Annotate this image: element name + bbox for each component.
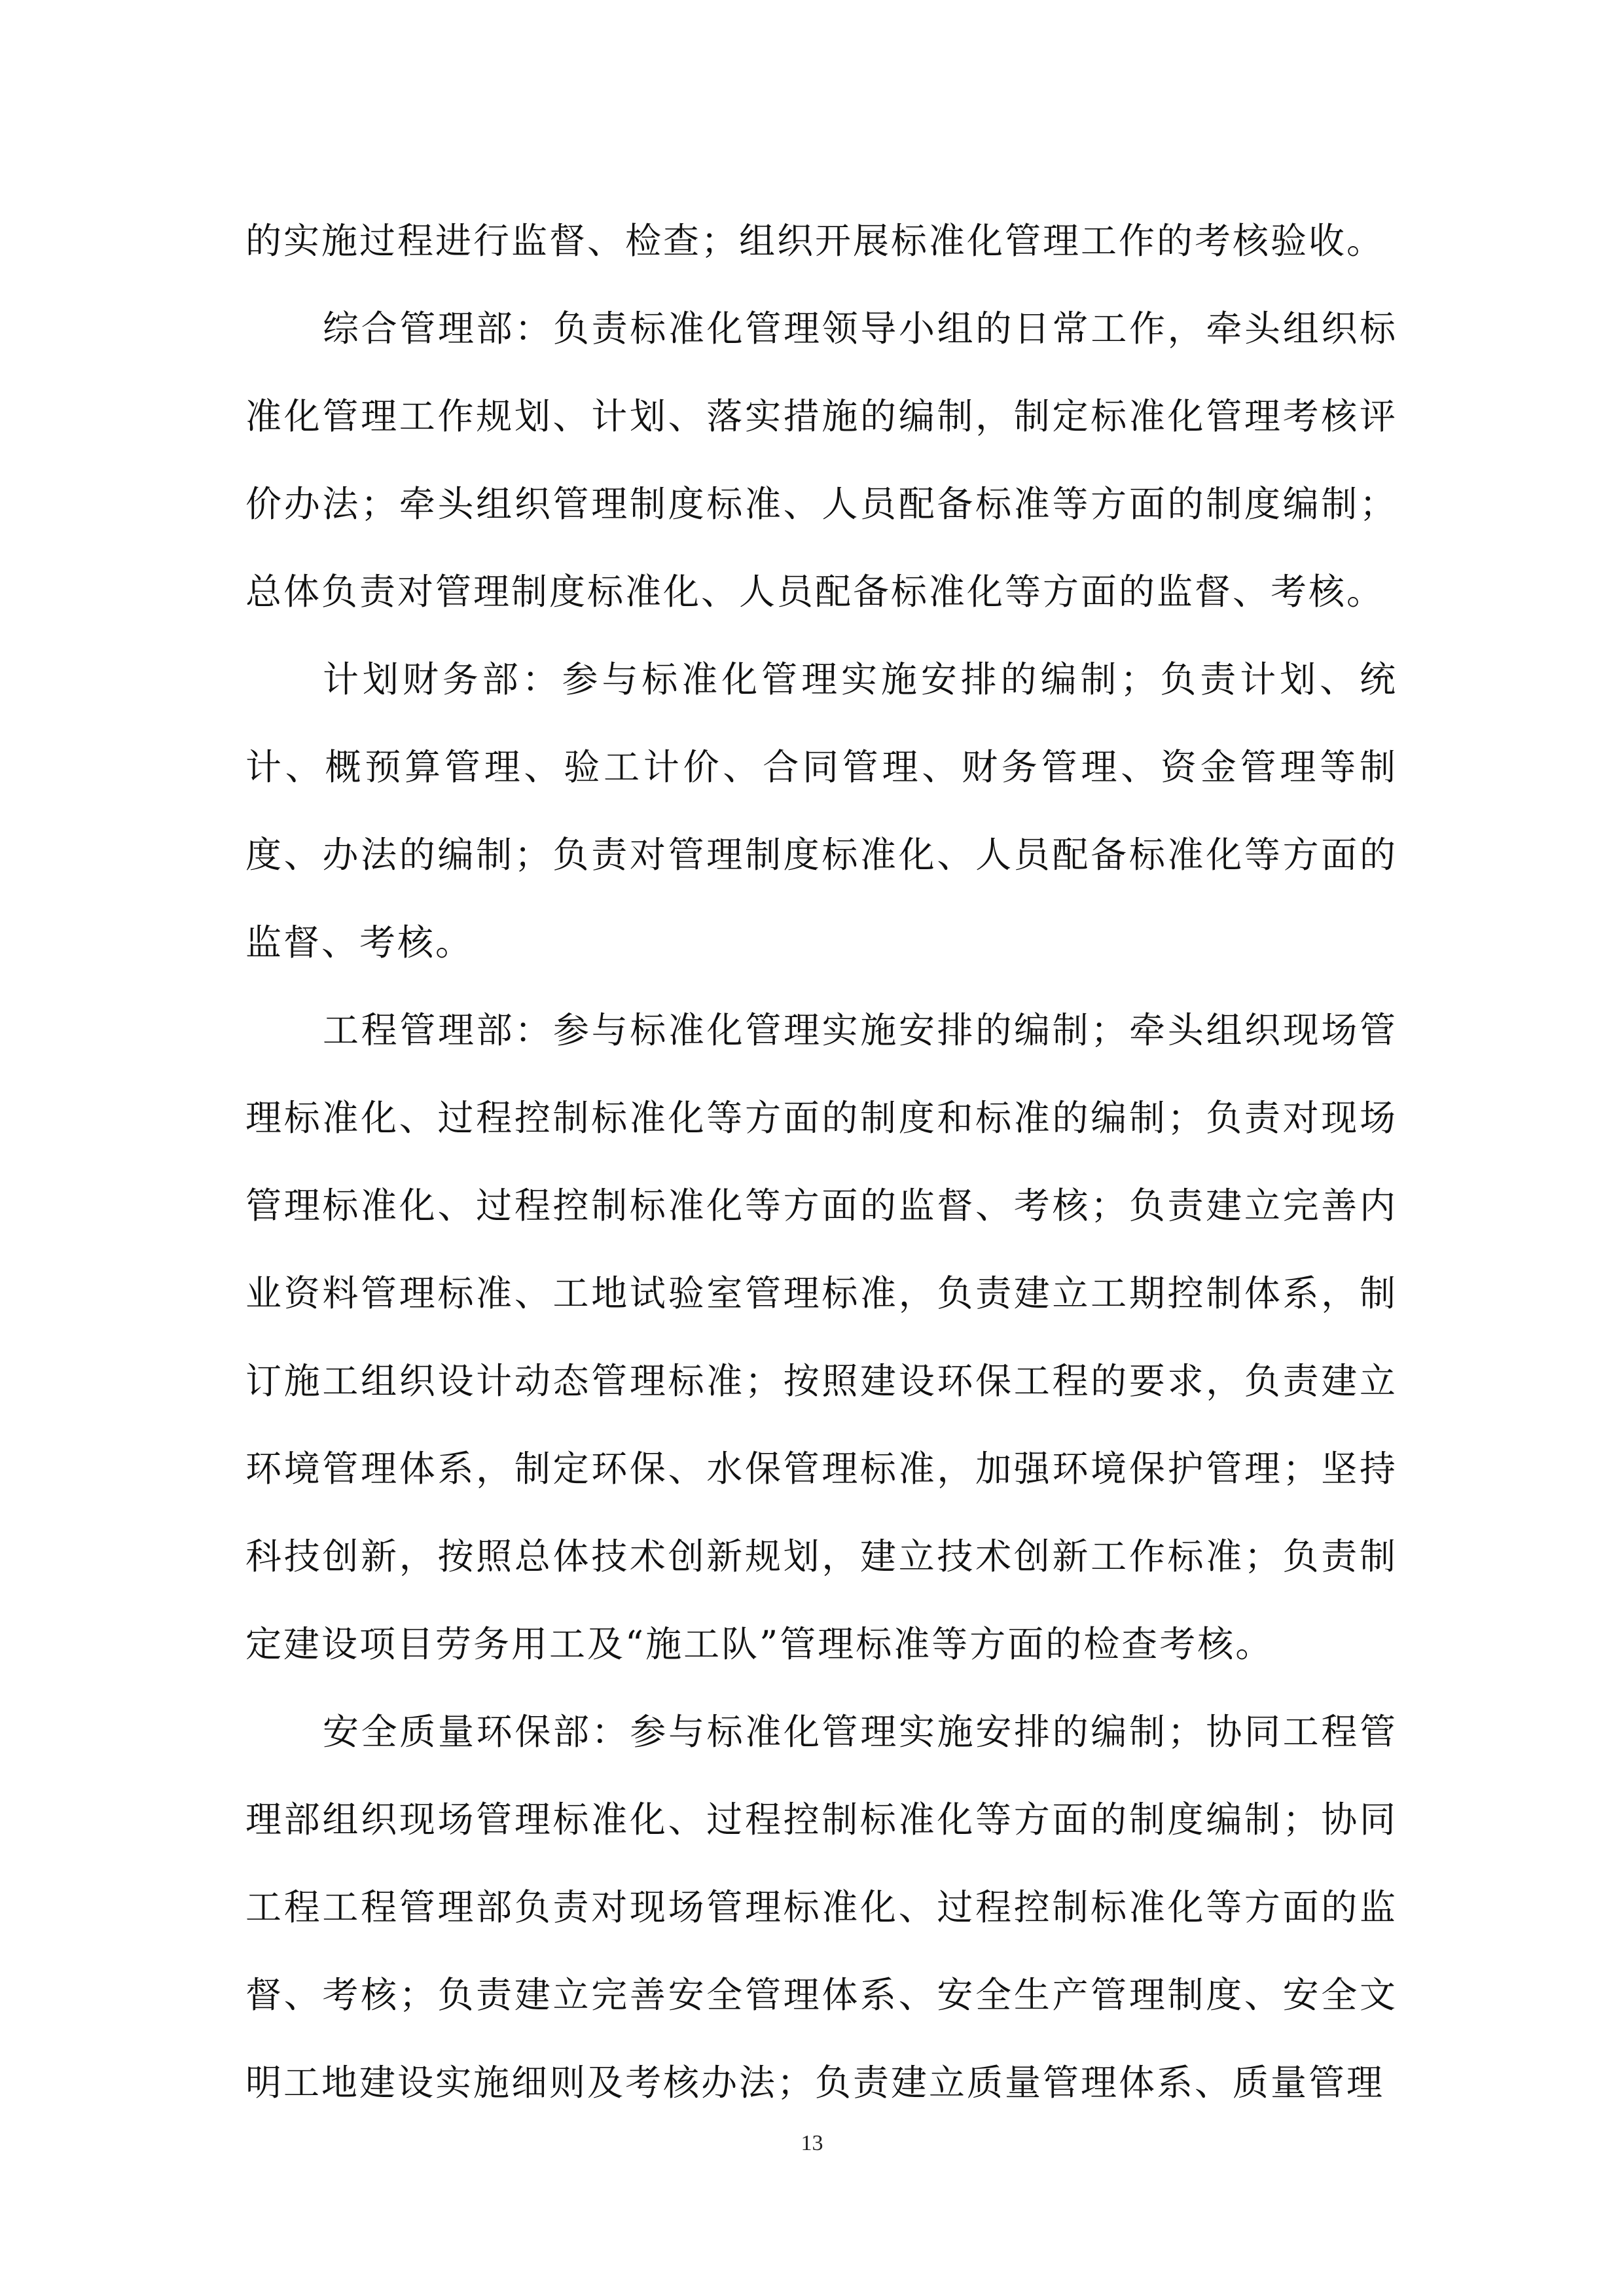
paragraph-planning-finance-dept: 计划财务部：参与标准化管理实施安排的编制；负责计划、统计、概预算管理、验工计价、合同管理、财务管理、资金管理等制度、办法的编制；负责对管理制度标准化、人员配备标准化等方面的监督、考核。 [245,658,1398,963]
paragraph-general-management-dept: 综合管理部：负责标准化管理领导小组的日常工作，牵头组织标准化管理工作规划、计划、落实措施的编制，制定标准化管理考核评价办法；牵头组织管理制度标准、人员配备标准等方面的制度编制；总体负责对管理制度标准化、人员配备标准化等方面的监督、考核。 [245,308,1398,613]
paragraph-safety-quality-env-dept: 安全质量环保部：参与标准化管理实施安排的编制；协同工程管理部组织现场管理标准化、过程控制标准化等方面的制度编制；协同工程工程管理部负责对现场管理标准化、过程控制标准化等方面的监督、考核；负责建立完善安全管理体系、安全生产管理制度、安全文明工地建设实施细则及考核办法；负责建立质量管理体系、质量管理 [245,1711,1398,2104]
body-text [245,197,1398,2126]
paragraph-continuation: 的实施过程进行监督、检查；组织开展标准化管理工作的考核验收。 [245,220,1385,262]
page-number: 13 [801,2131,823,2155]
paragraph-engineering-dept: 工程管理部：参与标准化管理实施安排的编制；牵头组织现场管理标准化、过程控制标准化等方面的制度和标准的编制；负责对现场管理标准化、过程控制标准化等方面的监督、考核；负责建立完善内业资料管理标准、工地试验室管理标准，负责建立工期控制体系，制订施工组织设计动态管理标准；按照建设环保工程的要求，负责建立环境管理体系，制定环保、水保管理标准，加强环境保护管理；坚持科技创新，按照总体技术创新规划，建立技术创新工作标准；负责制定建设项目劳务用工及“施工队”管理标准等方面的检查考核。 [245,1009,1398,1665]
